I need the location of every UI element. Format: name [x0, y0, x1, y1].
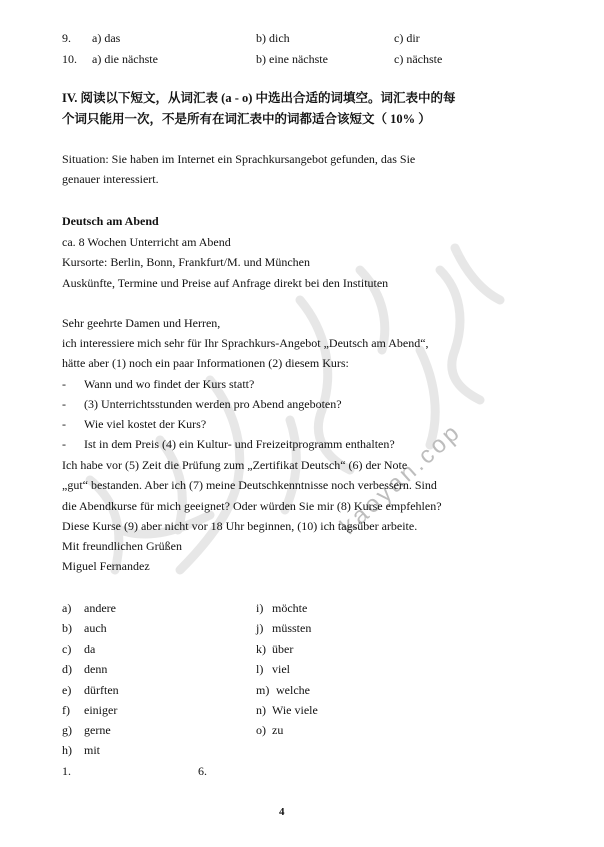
bullet-dash: - [62, 397, 66, 411]
vocab-key: e) [62, 683, 72, 697]
bullet-text: Wie viel kostet der Kurs? [84, 417, 207, 431]
vocab-word: Wie viele [272, 703, 318, 717]
situation-line-2: genauer interessiert. [62, 172, 159, 186]
vocab-key: a) [62, 601, 72, 615]
vocab-word: welche [276, 683, 310, 697]
vocab-word: einiger [84, 703, 118, 717]
vocab-word: viel [272, 662, 290, 676]
vocab-key: g) [62, 723, 72, 737]
vocab-word: da [84, 642, 96, 656]
letter-salutation: Sehr geehrte Damen und Herren, [62, 316, 221, 330]
bullet-text: (3) Unterrichtsstunden werden pro Abend angeboten? [84, 397, 342, 411]
letter-paragraph-4: „gut“ bestanden. Aber ich (7) meine Deutschkenntnisse noch verbessern. Sind [62, 478, 437, 492]
vocab-word: über [272, 642, 294, 656]
option-c: c) dir [394, 31, 420, 45]
vocab-key: m) [256, 683, 270, 697]
vocab-key: f) [62, 703, 70, 717]
section-iv-heading-line-2: 个词只能用一次，不是所有在词汇表中的词都适合该短文（ 10% ） [62, 112, 431, 126]
option-a: a) das [92, 31, 121, 45]
vocab-key: k) [256, 642, 266, 656]
answer-label-6: 6. [198, 764, 207, 778]
option-b: b) eine nächste [256, 52, 328, 66]
bullet-dash: - [62, 417, 66, 431]
vocab-key: c) [62, 642, 72, 656]
bullet-dash: - [62, 377, 66, 391]
bullet-text: Wann und wo findet der Kurs statt? [84, 377, 255, 391]
question-number: 9. [62, 31, 71, 45]
vocab-word: mit [84, 743, 101, 757]
bullet-dash: - [62, 437, 66, 451]
answer-label-1: 1. [62, 764, 71, 778]
letter-closing: Mit freundlichen Grüßen [62, 539, 182, 553]
vocab-word: gerne [84, 723, 111, 737]
vocab-key: n) [256, 703, 266, 717]
letter-paragraph-3: Ich habe vor (5) Zeit die Prüfung zum „Zertifikat Deutsch“ (6) der Note [62, 458, 408, 472]
situation-line-1: Situation: Sie haben im Internet ein Sprachkursangebot gefunden, das Sie [62, 152, 416, 166]
vocab-word: möchte [272, 601, 308, 615]
bullet-text: Ist in dem Preis (4) ein Kultur- und Freizeitprogramm enthalten? [84, 437, 395, 451]
letter-paragraph-2: hätte aber (1) noch ein paar Informationen (2) diesem Kurs: [62, 356, 349, 370]
ad-line-3: Auskünfte, Termine und Preise auf Anfrage direkt bei den Instituten [62, 276, 389, 290]
watermark-text: kaoyan.cop [335, 417, 467, 541]
option-a: a) die nächste [92, 52, 158, 66]
vocab-key: j) [256, 621, 264, 635]
vocab-key: i) [256, 601, 264, 615]
section-iv-heading-line-1: IV. 阅读以下短文，从词汇表 (a - o) 中选出合适的词填空。词汇表中的每 [62, 91, 456, 105]
vocab-word: denn [84, 662, 108, 676]
vocab-word: zu [272, 723, 284, 737]
vocab-key: d) [62, 662, 72, 676]
vocab-key: o) [256, 723, 266, 737]
vocab-word: müssten [272, 621, 312, 635]
question-number: 10. [62, 52, 77, 66]
ad-title: Deutsch am Abend [62, 214, 159, 228]
ad-line-2: Kursorte: Berlin, Bonn, Frankfurt/M. und München [62, 255, 310, 269]
vocab-key: l) [256, 662, 264, 676]
ad-line-1: ca. 8 Wochen Unterricht am Abend [62, 235, 231, 249]
letter-paragraph-1: ich interessiere mich sehr für Ihr Sprachkurs-Angebot „Deutsch am Abend“, [62, 336, 429, 350]
option-b: b) dich [256, 31, 290, 45]
option-c: c) nächste [394, 52, 443, 66]
vocab-key: b) [62, 621, 72, 635]
vocab-word: andere [84, 601, 116, 615]
letter-signature: Miguel Fernandez [62, 559, 150, 573]
page-number: 4 [279, 806, 285, 818]
letter-paragraph-5: die Abendkurse für mich geeignet? Oder würden Sie mir (8) Kurse empfehlen? [62, 499, 442, 513]
vocab-word: dürften [84, 683, 119, 697]
letter-paragraph-6: Diese Kurse (9) aber nicht vor 18 Uhr beginnen, (10) ich tagsüber arbeite. [62, 519, 418, 533]
vocab-key: h) [62, 743, 72, 757]
vocab-word: auch [84, 621, 107, 635]
